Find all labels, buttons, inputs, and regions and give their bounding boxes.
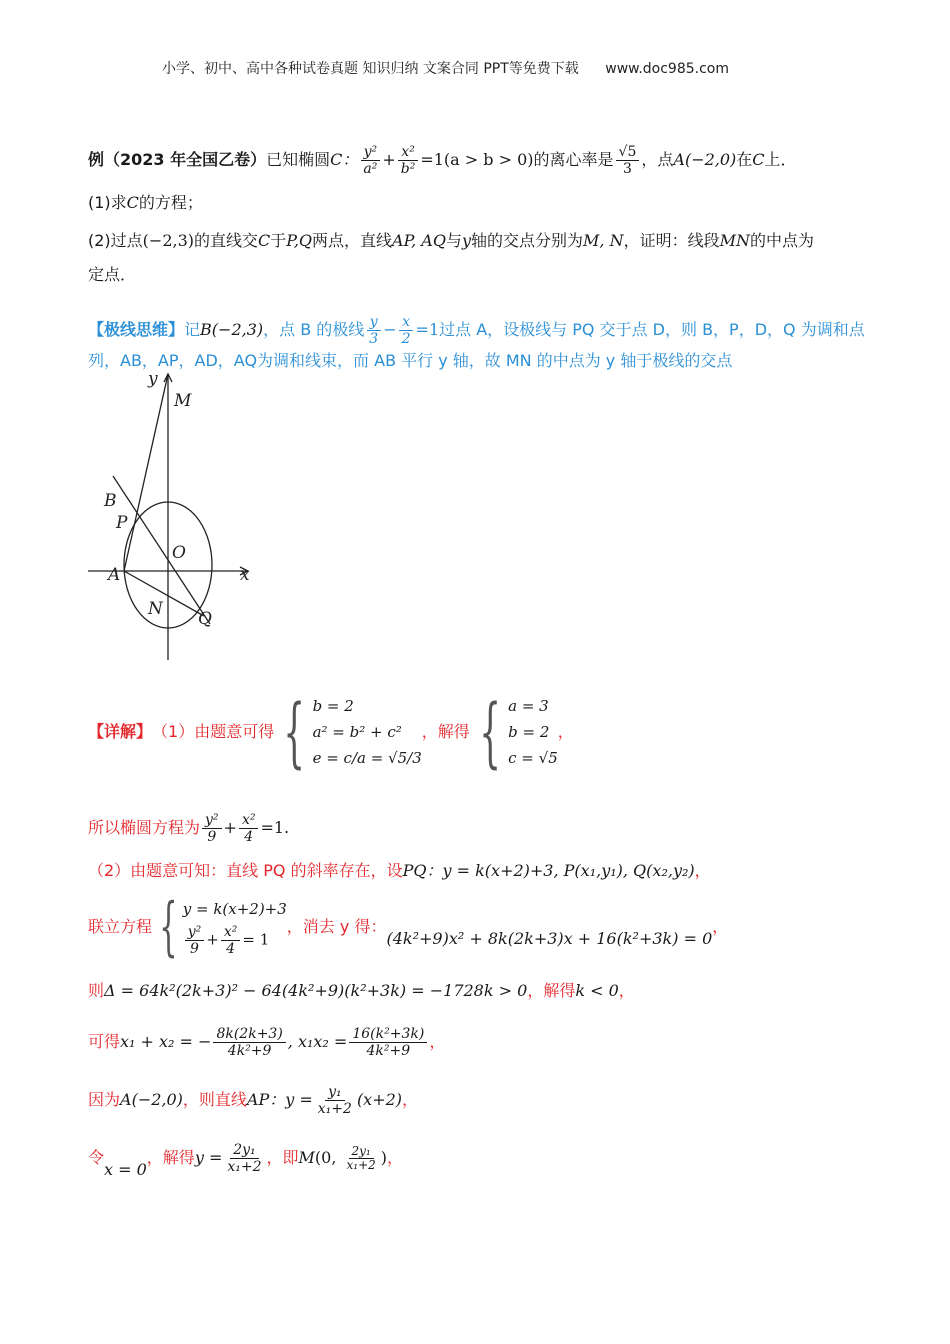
solution-text: ， [387, 1148, 404, 1167]
thinking-text: 过点 A，设极线与 PQ 交于点 D，则 B，P，D，Q 为调和点 [439, 320, 865, 339]
frac-den: 4k²+9 [366, 1043, 411, 1059]
sys1-row: b = 2 [312, 697, 354, 715]
ellipse-condition: =1(a > b > 0) [420, 150, 534, 169]
frac-num: 2y₁ [230, 1142, 258, 1159]
stem-text: 的离心率是 [533, 150, 614, 169]
solution-text: 所以椭圆方程为 [88, 818, 201, 837]
part-2-text: 的直线交 [194, 231, 259, 250]
solution-text: ， [402, 1090, 419, 1109]
label-m: M [174, 391, 192, 411]
frac-num: 8k(2k+3) [213, 1026, 285, 1043]
y-intercept-frac [224, 1142, 264, 1175]
frac-x2-4: $\frac{\text{x²}}{4}$ [239, 812, 259, 845]
label-p: P [116, 513, 128, 533]
y-axis-sym: y [461, 231, 472, 250]
frac-den: 4k²+9 [227, 1043, 272, 1059]
frac-num: y₁ [325, 1084, 345, 1101]
line-ap-lhs: AP：y = [246, 1090, 313, 1109]
label-n: N [148, 599, 163, 619]
solution-text: ， [429, 1032, 446, 1051]
part-1-text: 的方程； [138, 193, 203, 212]
solution-text: 联立方程 [88, 917, 153, 936]
sys1-row: a² = b² + c² [312, 723, 402, 741]
sys2-row: a = 3 [508, 697, 549, 715]
solution-part-1 [88, 672, 574, 792]
k-range: k < 0 [575, 981, 619, 1000]
quadratic-eq: (4k²+9)x² + 8k(2k+3)x + 16(k²+3k) = 0 [386, 929, 713, 948]
frac-y2-a2: $\frac{\text{y²}}{\text{a²}}$ [360, 144, 380, 177]
y-lhs: y = [194, 1148, 223, 1167]
frac-x2-4b: $\frac{\text{x²}}{4}$ [221, 924, 241, 957]
line-pq-eq: PQ：y = k(x+2)+3, P(x₁,y₁), Q(x₂,y₂) [402, 861, 695, 880]
stem-text: 已知椭圆 [266, 150, 331, 169]
sum-roots: x₁ + x₂ = − [120, 1032, 212, 1051]
ellipse-figure [80, 368, 280, 668]
thinking-text: ，点 B 的极线 [263, 320, 365, 339]
ellipse-rhs: =1. [260, 818, 290, 837]
solution-text: ， [557, 722, 574, 741]
discriminant-line [88, 980, 635, 1002]
solution-text: 因为 [88, 1090, 121, 1109]
line-am [124, 374, 168, 571]
polar-x2: $\frac{x}{2}$ [399, 314, 414, 347]
equation-system-1: { b = 2 a² = b² + c² e = c/a = √5/3 [283, 687, 422, 776]
thinking-line-2: 列，AB，AP，AD，AQ为调和线束，而 AB 平行 y 轴，故 MN 的中点为 y 轴于极线的交点 [88, 351, 733, 370]
part-1-text: (1)求 [88, 193, 127, 212]
solution-text: 则 [88, 981, 105, 1000]
ellipse-name: C： [330, 150, 359, 169]
label-o: O [172, 543, 186, 563]
equation-system-2: { a = 3 b = 2 c = √5 [479, 687, 558, 776]
sys1-row: e = c/a = √5/3 [312, 749, 422, 767]
sys2-row: c = √5 [508, 749, 558, 767]
part-2-text: ，证明：线段 [623, 231, 720, 250]
point-a: A(−2,0) [673, 150, 737, 169]
equation-system-3: { y = k(x+2)+3 $\frac{\text{y²}}{9}$ + $\frac{\text{x²}}{4}$ = 1 [159, 890, 287, 964]
line-ap-rhs: (x+2) [356, 1090, 403, 1109]
thinking-text: 记 [184, 320, 201, 339]
slope-frac [315, 1084, 355, 1117]
product-roots-frac [349, 1026, 427, 1059]
frac-y2-9b: $\frac{\text{y²}}{9}$ [185, 924, 205, 957]
problem-source: （2023 年全国乙卷） [104, 150, 267, 169]
label-x: x [240, 565, 250, 585]
part-2-text: 于 [270, 231, 287, 250]
point-m-frac: $\frac{\text{2y₁}}{\text{x₁+2}}$ [346, 1144, 376, 1172]
polar-thinking: 【极线思维】记B(−2,3)，点 B 的极线 $\frac{y}{3}$ − $\frac{x}{2}$ =1过点 A，设极线与 PQ 交于点 D，则 B，P，D，Q 为调和点 [88, 314, 865, 347]
points-mn: M, N [583, 231, 624, 250]
solution-part-2 [88, 860, 711, 882]
frac-y2-9: $\frac{\text{y²}}{9}$ [202, 812, 222, 845]
point-m: M [298, 1148, 315, 1167]
frac-num: 16(k²+3k) [349, 1026, 427, 1043]
solution-tag: 【详解】 [88, 722, 153, 741]
point-b-coords: (−2,3) [142, 231, 195, 250]
x-zero: x = 0 [104, 1160, 147, 1179]
solution-text: 令 [88, 1148, 105, 1167]
part-2-text: 轴的交点分别为 [471, 231, 584, 250]
solution-text: ，解得 [146, 1148, 195, 1167]
solution-text: ，解得 [421, 722, 470, 741]
points-pq: P,Q [286, 231, 313, 250]
point-a-coords: A(−2,0) [120, 1090, 183, 1109]
label-a: A [108, 565, 121, 585]
frac-den: x₁+2 [317, 1101, 352, 1117]
label-q: Q [198, 609, 212, 629]
solution-text: ，解得 [527, 981, 576, 1000]
point-b: B(−2,3) [200, 320, 264, 339]
frac-x2-b2: $\frac{\text{x²}}{\text{b²}}$ [398, 144, 419, 177]
frac-den: x₁+2 [227, 1159, 262, 1175]
part-2-text: 两点，直线 [312, 231, 393, 250]
sum-roots-frac [213, 1026, 285, 1059]
line-ap-eq-line [88, 1084, 418, 1117]
solution-text: ，即 [266, 1148, 299, 1167]
header-text: 小学、初中、高中各种试卷真题 知识归纳 文案合同 PPT等免费下载 [162, 61, 579, 77]
solution-text: （2）由题意可知：直线 PQ 的斜率存在，设 [88, 861, 403, 880]
polar-rhs: =1 [415, 320, 440, 339]
header-site[interactable]: www.doc985.com [605, 61, 729, 77]
sys3-row: y = k(x+2)+3 [182, 899, 287, 918]
part-2-cont: 定点． [88, 265, 137, 284]
part-2-text: 与 [445, 231, 462, 250]
sys2-row: b = 2 [508, 723, 550, 741]
segment-mn: MN [719, 231, 751, 250]
joint-equation-line [88, 892, 728, 962]
problem-label: 例 [88, 150, 105, 169]
solution-text: ，则直线 [182, 1090, 247, 1109]
vieta-line [88, 1026, 445, 1059]
stem-text: 在 [736, 150, 753, 169]
page-header [162, 58, 729, 80]
solution-text: ， [618, 981, 635, 1000]
lines-ap-aq: AP, AQ [392, 231, 446, 250]
solution-text: （1）由题意可得 [152, 722, 275, 741]
solution-text: ， [694, 861, 711, 880]
eccentricity-frac: $\frac{√5}{3}$ [616, 144, 640, 177]
problem-stem: 例（2023 年全国乙卷）已知椭圆C： $\frac{\text{y²}}{\text{a²}}$ + $\frac{\text{x²}}{\text{b²}}$ =1(a > b > 0)的离心率是 $\frac{√5}{3}$ ，点A(−2,0)在C上． [88, 144, 797, 177]
thinking-tag: 【极线思维】 [88, 320, 185, 339]
discriminant-eq: Δ = 64k²(2k+3)² − 64(4k²+9)(k²+3k) = −1728k > 0 [104, 981, 528, 1000]
part-2-text: 的中点为 [750, 231, 815, 250]
part-2-text: (2)过点 [88, 231, 143, 250]
point-m-line: 令x = 0，解得y = $\frac{\text{2y₁}}{\text{x₁+2}}$ ，即M(0, $\frac{\text{2y₁}}{\text{x₁+2}}$ )， [88, 1142, 404, 1179]
solution-text: 可得 [88, 1032, 121, 1051]
polar-y3: $\frac{y}{3}$ [366, 314, 381, 347]
solution-text: ，消去 y 得： [286, 917, 387, 936]
stem-text: 上． [764, 150, 797, 169]
label-b: B [104, 491, 117, 511]
ellipse-equation-line: 所以椭圆方程为 $\frac{\text{y²}}{9}$ + $\frac{\text{x²}}{4}$ =1. [88, 812, 290, 845]
solution-text: ， [712, 917, 729, 936]
label-y: y [148, 369, 158, 389]
part-1: (1)求C的方程； [88, 193, 203, 212]
part-2: (2)过点(−2,3)的直线交C于P,Q两点，直线AP, AQ与y轴的交点分别为M, N，证明：线段MN的中点为 [88, 231, 815, 250]
stem-text: ，点 [641, 150, 674, 169]
product-roots: , x₁x₂ = [287, 1032, 348, 1051]
